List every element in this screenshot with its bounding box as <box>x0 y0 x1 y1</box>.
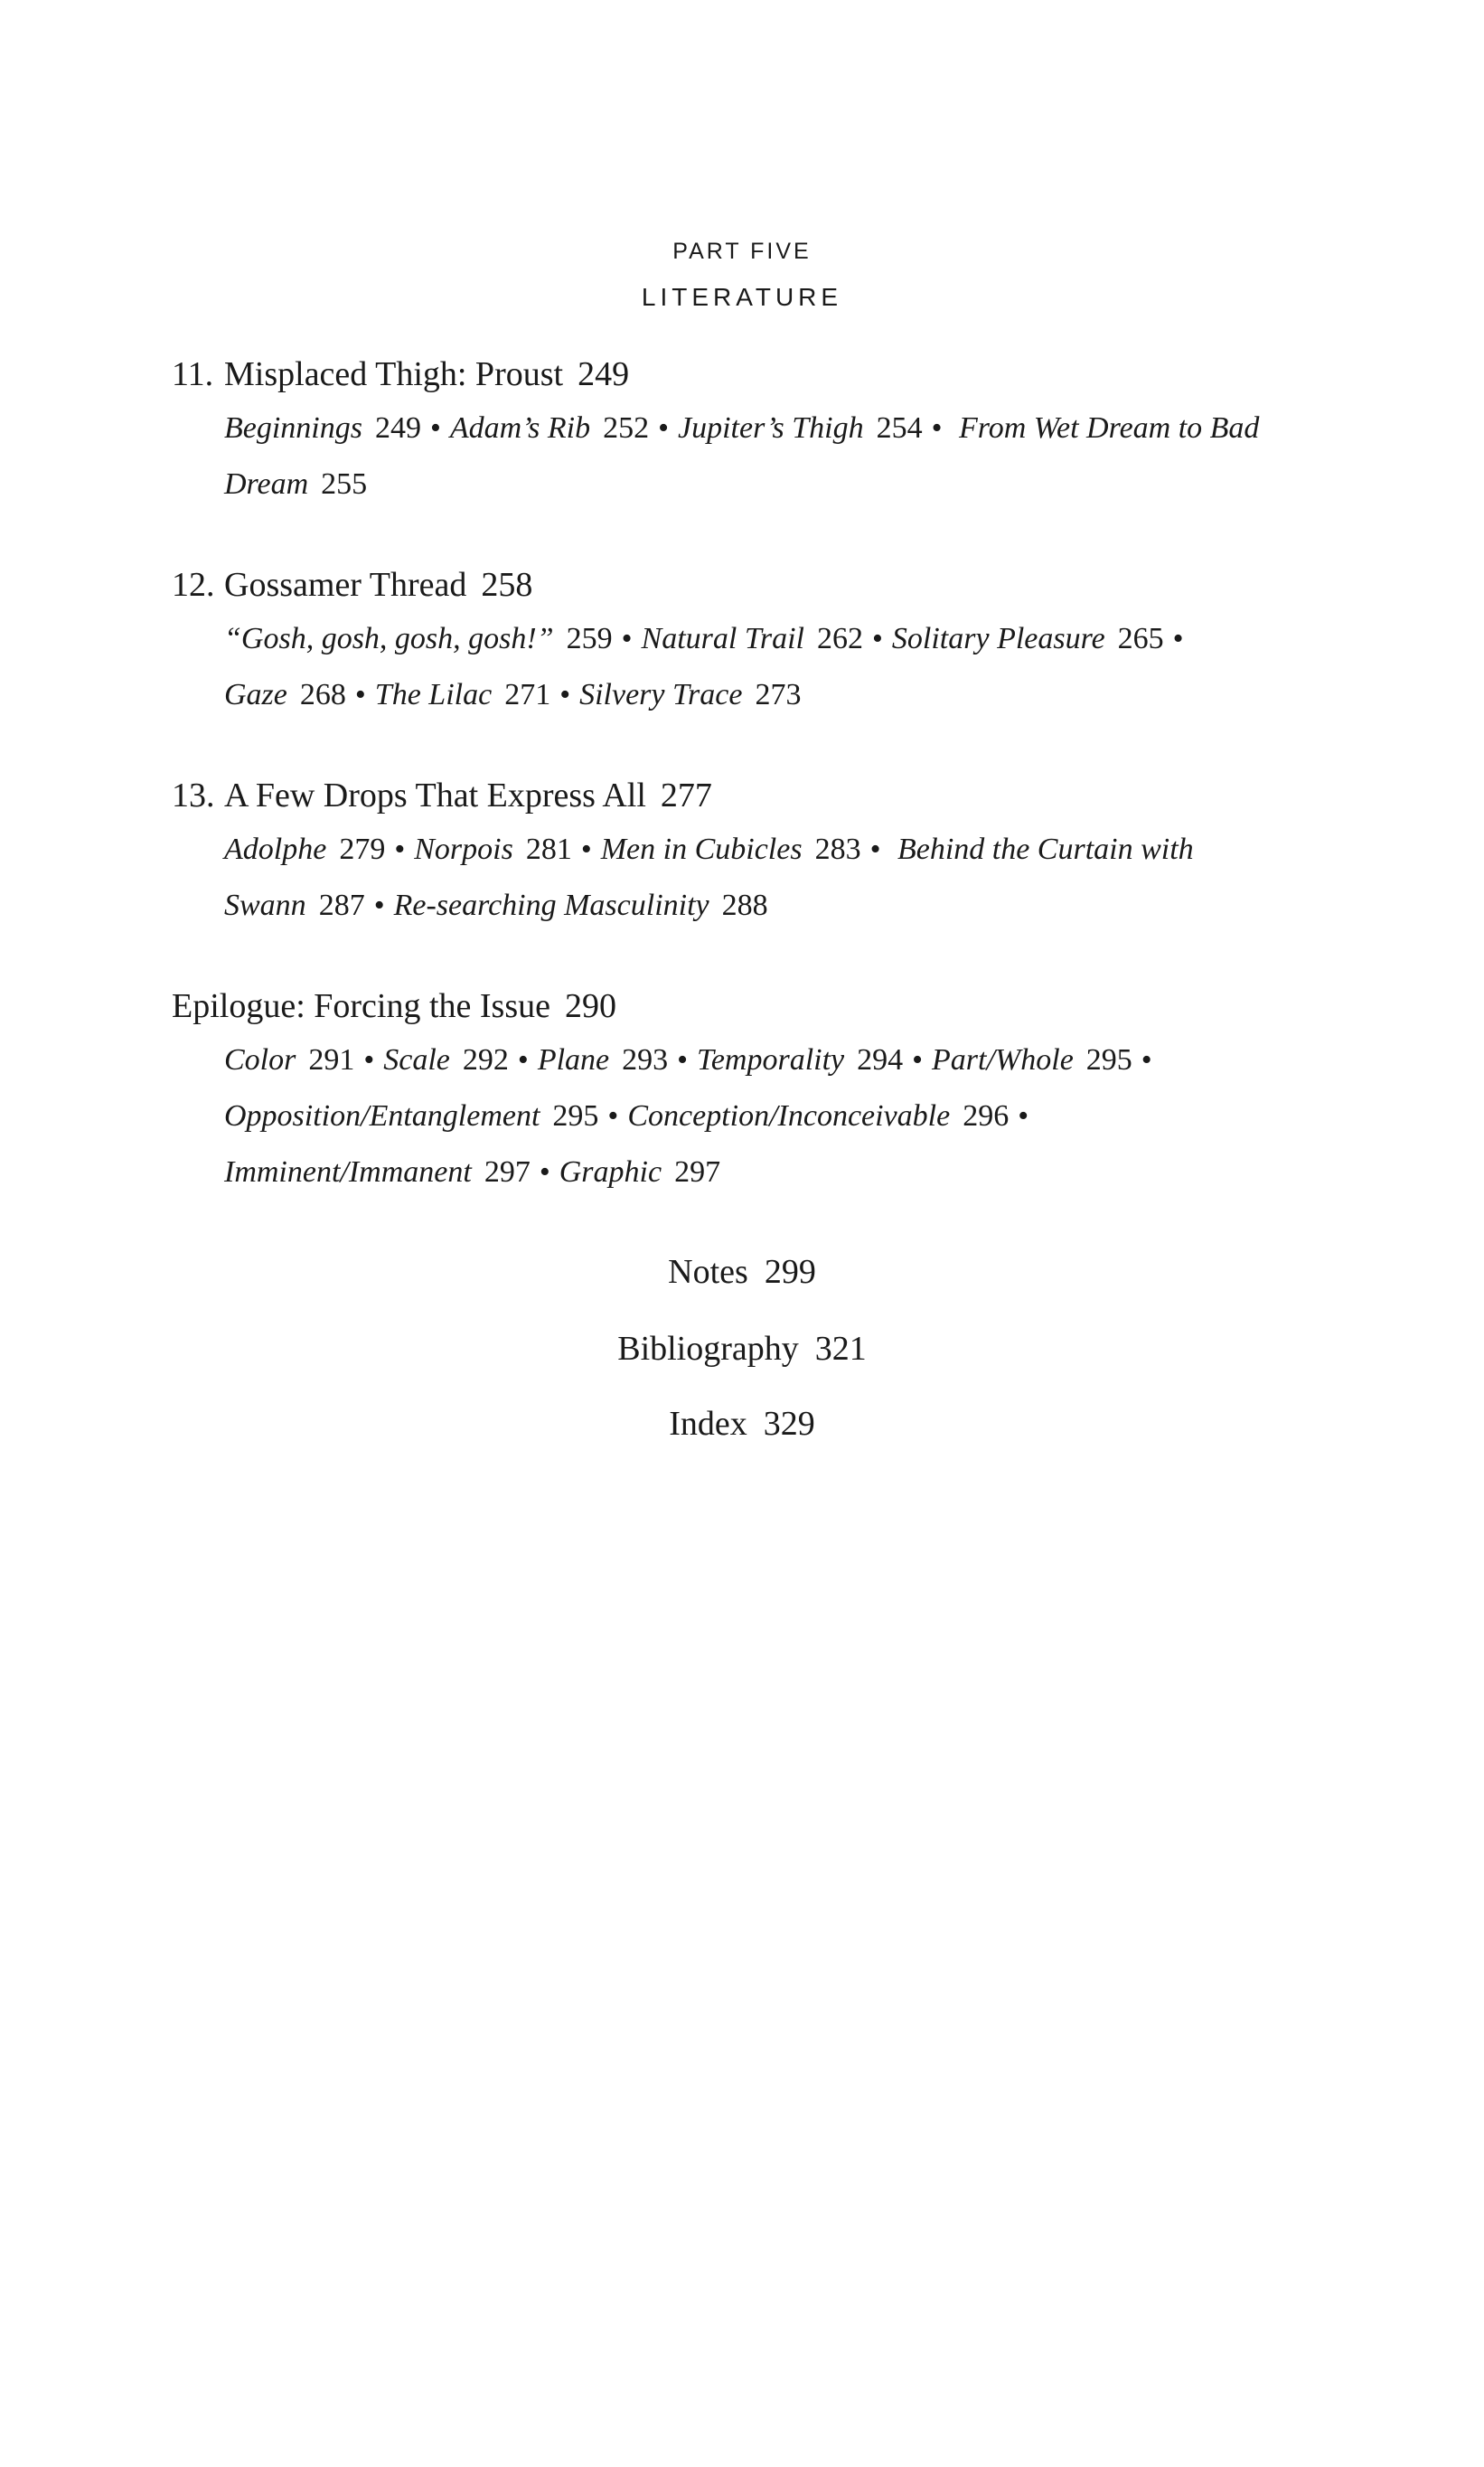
section-page: 254 <box>876 411 923 445</box>
bullet-separator: • <box>1141 1043 1152 1077</box>
section-page: 293 <box>622 1043 669 1077</box>
section-title: Solitary Pleasure <box>891 622 1105 655</box>
section-title: Conception/Inconceivable <box>627 1099 951 1133</box>
chapter-heading <box>172 559 1310 611</box>
chapter-heading <box>172 348 1310 400</box>
section-title: Gaze <box>224 678 287 711</box>
bullet-separator: • <box>872 622 883 655</box>
backmatter-title: Notes <box>668 1253 748 1291</box>
section-title: Natural Trail <box>641 622 804 655</box>
toc-entry-chapter-13 <box>172 769 1310 934</box>
toc-entry-notes <box>0 1246 1484 1298</box>
section-page: 259 <box>566 622 613 655</box>
section-page: 255 <box>321 467 368 501</box>
section-page: 262 <box>817 622 863 655</box>
bullet-separator: • <box>394 833 406 866</box>
section-item <box>224 1043 354 1077</box>
bullet-separator: • <box>1172 622 1184 655</box>
bullet-separator: • <box>621 622 633 655</box>
section-title: Adam’s Rib <box>449 411 591 445</box>
bullet-separator: • <box>607 1099 619 1133</box>
section-title: The Lilac <box>374 678 493 711</box>
chapter-page: 249 <box>578 355 630 393</box>
section-page: 271 <box>504 678 551 711</box>
bullet-separator: • <box>354 678 366 711</box>
toc-entry-epilogue <box>172 980 1310 1201</box>
section-page: 296 <box>963 1099 1010 1133</box>
section-title: Plane <box>537 1043 610 1077</box>
section-page: 249 <box>374 411 421 445</box>
part-label: PART FIVE <box>672 239 812 264</box>
section-item <box>627 1099 1009 1133</box>
toc-entry-chapter-12 <box>172 559 1310 723</box>
bullet-separator: • <box>1018 1099 1029 1133</box>
chapter-title: Misplaced Thigh: Proust <box>224 355 564 393</box>
chapter-title: Epilogue: Forcing the Issue <box>172 987 550 1025</box>
section-page: 279 <box>339 833 386 866</box>
bullet-separator: • <box>580 833 592 866</box>
section-page: 252 <box>603 411 650 445</box>
section-page: 295 <box>552 1099 599 1133</box>
bullet-separator: • <box>429 411 441 445</box>
section-item <box>932 1043 1132 1077</box>
toc-entry-bibliography <box>0 1323 1484 1375</box>
bullet-separator: • <box>539 1155 550 1189</box>
toc-entry-index <box>0 1398 1484 1450</box>
section-title: Adolphe <box>224 833 327 866</box>
bullet-separator: • <box>869 833 881 866</box>
section-page: 268 <box>299 678 346 711</box>
section-title: Behind the Curtain with Swann <box>224 833 1194 922</box>
section-item <box>224 622 613 655</box>
section-title: Graphic <box>559 1155 662 1189</box>
chapter-heading <box>172 980 1310 1032</box>
section-page: 297 <box>484 1155 531 1189</box>
section-page: 295 <box>1085 1043 1132 1077</box>
section-title: Re-searching Masculinity <box>393 889 709 922</box>
section-title: “Gosh, gosh, gosh, gosh!” <box>224 622 554 655</box>
backmatter-title: Bibliography <box>617 1330 799 1368</box>
backmatter-page: 299 <box>764 1253 816 1291</box>
section-list <box>224 400 1309 513</box>
chapter-page: 277 <box>660 777 712 814</box>
section-title: Men in Cubicles <box>600 833 803 866</box>
part-title: LITERATURE <box>641 283 843 311</box>
section-item <box>697 1043 903 1077</box>
chapter-number: 12. <box>172 566 215 604</box>
section-item <box>224 411 421 445</box>
section-item <box>414 833 572 866</box>
section-page: 294 <box>857 1043 904 1077</box>
section-title: Jupiter’s Thigh <box>678 411 864 445</box>
chapter-page: 258 <box>481 566 533 604</box>
section-item <box>224 1099 598 1133</box>
chapter-title: Gossamer Thread <box>224 566 467 604</box>
section-page: 265 <box>1117 622 1164 655</box>
section-page: 297 <box>674 1155 721 1189</box>
section-title: Imminent/Immanent <box>224 1155 472 1189</box>
section-title: Beginnings <box>224 411 362 445</box>
section-item <box>394 889 768 922</box>
section-item <box>892 622 1164 655</box>
section-item <box>579 678 801 711</box>
section-page: 291 <box>308 1043 355 1077</box>
section-page: 281 <box>525 833 572 866</box>
section-item <box>559 1155 720 1189</box>
chapter-title: A Few Drops That Express All <box>224 777 646 814</box>
section-item <box>538 1043 668 1077</box>
section-item <box>224 833 385 866</box>
section-title: Opposition/Entanglement <box>224 1099 540 1133</box>
chapter-number: 13. <box>172 777 215 814</box>
chapter-page: 290 <box>564 987 616 1025</box>
section-list <box>224 1032 1309 1201</box>
section-title: Silvery Trace <box>579 678 743 711</box>
section-title: Color <box>224 1043 296 1077</box>
section-title: Norpois <box>414 833 513 866</box>
section-page: 292 <box>462 1043 509 1077</box>
section-page: 288 <box>721 889 768 922</box>
bullet-separator: • <box>931 411 943 445</box>
section-item <box>375 678 550 711</box>
section-item <box>678 411 923 445</box>
bullet-separator: • <box>363 1043 375 1077</box>
section-item <box>642 622 863 655</box>
section-title: Scale <box>383 1043 450 1077</box>
bullet-separator: • <box>658 411 670 445</box>
section-page: 287 <box>318 889 365 922</box>
section-item <box>224 1155 531 1189</box>
backmatter-page: 321 <box>814 1330 867 1368</box>
section-list <box>224 611 1309 723</box>
section-page: 273 <box>755 678 802 711</box>
section-title: Part/Whole <box>932 1043 1074 1077</box>
chapter-heading <box>172 769 1310 822</box>
bullet-separator: • <box>559 678 571 711</box>
bullet-separator: • <box>517 1043 529 1077</box>
chapter-number: 11. <box>172 355 214 393</box>
section-item <box>224 678 346 711</box>
section-title: From Wet Dream to Bad Dream <box>224 411 1260 501</box>
section-item <box>601 833 861 866</box>
section-page: 283 <box>814 833 861 866</box>
bullet-separator: • <box>677 1043 689 1077</box>
backmatter-page: 329 <box>763 1405 815 1443</box>
section-item <box>383 1043 509 1077</box>
section-item <box>450 411 649 445</box>
bullet-separator: • <box>912 1043 924 1077</box>
toc-entry-chapter-11 <box>172 348 1310 513</box>
backmatter-title: Index <box>669 1405 747 1443</box>
section-title: Temporality <box>697 1043 845 1077</box>
bullet-separator: • <box>373 889 385 922</box>
section-list <box>224 822 1309 934</box>
